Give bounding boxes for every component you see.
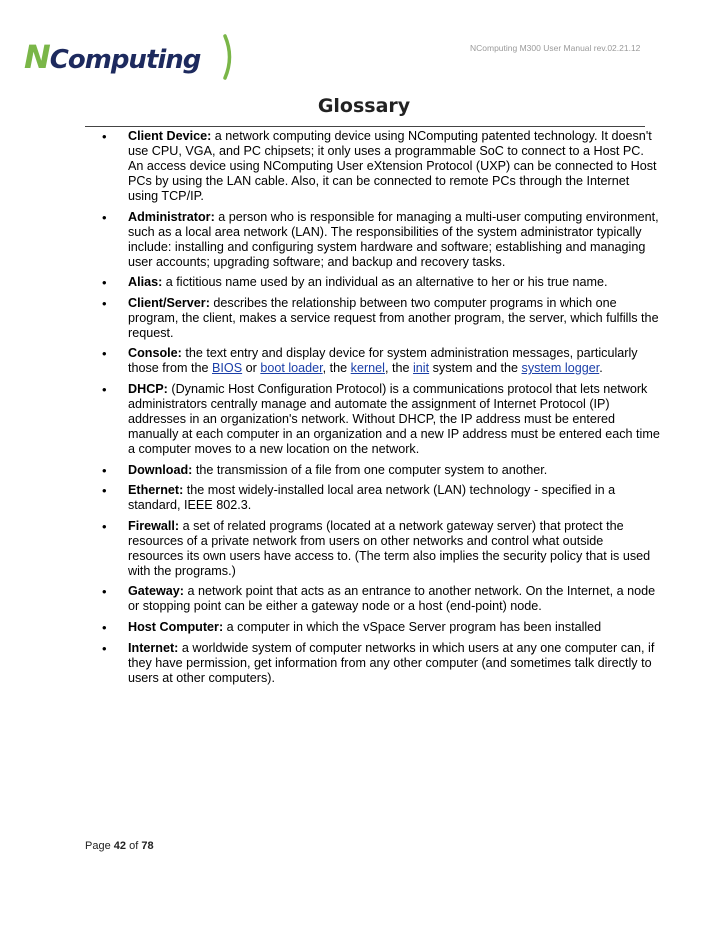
glossary-definition: a worldwide system of computer networks in which users at any one computer can, if they have permission, get information from any other computer (and sometimes talk directly to users at other computers). xyxy=(128,640,655,685)
glossary-entry-administrator xyxy=(85,210,660,270)
bullet-icon: • xyxy=(102,295,107,311)
document-reference: NComputing M300 User Manual rev.02.21.12 xyxy=(470,43,641,53)
bullet-icon: • xyxy=(102,640,107,656)
page-total: 78 xyxy=(141,840,154,852)
glossary-definition: describes the relationship between two computer programs in which one program, the client, makes a service request from another program, the server, which fulfills the request. xyxy=(128,295,659,340)
glossary-term: Download: xyxy=(128,462,193,477)
glossary-definition: a set of related programs (located at a network gateway server) that protect the resources of a private network from users on other networks and control what outside resources its own users have access to. (The term also implies the security policy that is used with the programs.) xyxy=(128,518,651,578)
glossary-entry-client-server xyxy=(85,296,660,341)
logo-paren-icon xyxy=(222,34,236,80)
glossary-entry-firewall xyxy=(85,519,660,579)
glossary-text: or xyxy=(245,361,257,376)
bullet-icon: • xyxy=(102,518,107,534)
glossary-entry-alias xyxy=(85,275,660,290)
bullet-icon: • xyxy=(102,381,107,397)
glossary-definition: the text entry and display device for system administration messages, particularly those from the xyxy=(128,346,638,376)
link-kernel[interactable]: kernel xyxy=(350,361,385,376)
glossary-text: , the xyxy=(322,361,348,376)
glossary-entry-ethernet xyxy=(85,483,660,513)
bullet-icon: • xyxy=(102,462,107,478)
glossary-term: Console: xyxy=(128,346,182,361)
glossary-text: system and the xyxy=(432,361,519,376)
ncomputing-logo xyxy=(22,32,242,80)
bullet-icon: • xyxy=(102,619,107,635)
logo-initial: N xyxy=(24,38,50,76)
glossary-entry-console xyxy=(85,346,660,376)
glossary-entry-host-computer xyxy=(85,620,660,635)
glossary-term: Firewall: xyxy=(128,518,180,533)
glossary-list xyxy=(85,129,660,691)
logo-rest: Computing xyxy=(49,45,201,75)
link-boot-loader[interactable]: boot loader xyxy=(260,361,323,376)
glossary-definition: a computer in which the vSpace Server program has been installed xyxy=(226,619,602,634)
glossary-term: Host Computer: xyxy=(128,619,224,634)
bullet-icon: • xyxy=(102,129,107,144)
glossary-text: . xyxy=(599,361,603,376)
link-system-logger[interactable]: system logger xyxy=(521,361,600,376)
glossary-definition: the transmission of a file from one computer system to another. xyxy=(195,462,548,477)
glossary-term: DHCP: xyxy=(128,381,168,396)
glossary-term: Ethernet: xyxy=(128,483,184,498)
title-divider xyxy=(85,126,645,127)
link-init[interactable]: init xyxy=(413,361,430,376)
page-label: Page xyxy=(85,840,111,852)
glossary-term: Gateway: xyxy=(128,584,184,599)
glossary-entry-download xyxy=(85,463,660,478)
glossary-entry-gateway xyxy=(85,584,660,614)
page-title: Glossary xyxy=(317,95,411,117)
glossary-definition: a person who is responsible for managing a multi-user computing environment, such as a local area network (LAN). The responsibilities of the system administrator typically include: installing and configuring system hardware and software; establishing and managing user accounts; upgrading software; and backup and recovery tasks. xyxy=(128,209,659,269)
link-bios[interactable]: BIOS xyxy=(212,361,243,376)
logo-wordmark xyxy=(24,38,200,76)
bullet-icon: • xyxy=(102,209,107,225)
glossary-term: Administrator: xyxy=(128,209,215,224)
bullet-icon: • xyxy=(102,275,107,291)
glossary-term: Client Device: xyxy=(128,129,212,143)
bullet-icon: • xyxy=(102,346,107,362)
glossary-entry-client-device xyxy=(85,129,660,204)
glossary-entry-dhcp xyxy=(85,382,660,457)
glossary-definition: (Dynamic Host Configuration Protocol) is a communications protocol that lets network administrators centrally manage and automate the assignment of Internet Protocol (IP) addresses in an organization's network. Without DHCP, the IP address must be entered manually at each computer in an organization and a new IP address must be entered each time a computer moves to a new location on the network. xyxy=(128,381,660,456)
page-footer xyxy=(85,840,154,852)
bullet-icon: • xyxy=(102,483,107,499)
glossary-entry-internet xyxy=(85,641,660,686)
bullet-icon: • xyxy=(102,584,107,600)
glossary-definition: the most widely-installed local area network (LAN) technology - specified in a standard, IEEE 802.3. xyxy=(128,483,616,513)
glossary-term: Client/Server: xyxy=(128,295,210,310)
glossary-term: Alias: xyxy=(128,275,163,290)
of-label: of xyxy=(129,840,139,852)
glossary-definition: a fictitious name used by an individual as an alternative to her or his true name. xyxy=(165,275,608,290)
glossary-text: , the xyxy=(384,361,410,376)
glossary-definition: a network computing device using NComputing patented technology. It doesn't use CPU, VGA, and PC chipsets; it only uses a programmable SoC to connect to a Host PC. An access device using NComputing User eXtension Protocol (UXP) can be connected to Host PCs by using the LAN cable. Also, it can be connected to remote PCs through the Internet using TCP/IP. xyxy=(128,129,657,203)
glossary-term: Internet: xyxy=(128,640,179,655)
glossary-definition: a network point that acts as an entrance to another network. On the Internet, a node or stopping point can be either a gateway node or a host (end-point) node. xyxy=(128,584,656,614)
page-number: 42 xyxy=(113,840,127,852)
